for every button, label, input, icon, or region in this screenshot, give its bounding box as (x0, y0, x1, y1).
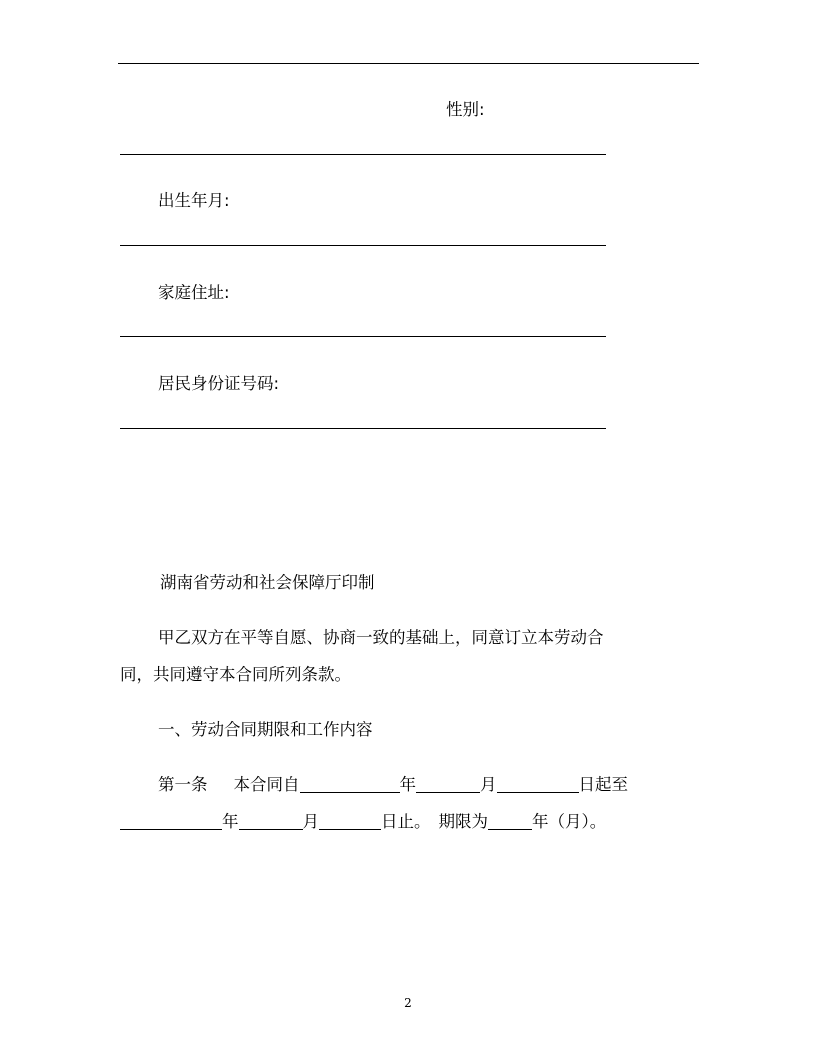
birth-field-line[interactable] (120, 245, 606, 246)
term-label: 期限为 (438, 812, 488, 831)
day-to-text: 日止。 (381, 812, 431, 831)
page-number: 2 (404, 996, 412, 1010)
publisher-line: 湖南省劳动和社会保障厅印制 (160, 573, 375, 592)
section-heading: 一、劳动合同期限和工作内容 (158, 720, 373, 739)
id-number-label: 居民身份证号码: (158, 374, 280, 393)
article-1-line-1 (158, 775, 628, 795)
start-day-blank[interactable] (497, 776, 579, 793)
birth-label: 出生年月: (158, 191, 230, 210)
gender-label: 性别: (446, 100, 485, 119)
end-year-blank[interactable] (120, 813, 222, 830)
year-char: 年 (222, 812, 239, 831)
preamble-line-1: 甲乙双方在平等自愿、协商一致的基础上，同意订立本劳动合 (158, 628, 604, 647)
year-char: 年 (399, 775, 416, 794)
month-char: 月 (302, 812, 319, 831)
preamble-line-2: 同，共同遵守本合同所列条款。 (120, 665, 351, 684)
end-day-blank[interactable] (319, 813, 381, 830)
header-rule (118, 63, 699, 64)
gender-field-line[interactable] (120, 154, 606, 155)
id-number-field-line[interactable] (120, 428, 606, 429)
address-label: 家庭住址: (158, 283, 230, 302)
article-1-line-2 (120, 812, 606, 832)
start-month-blank[interactable] (416, 776, 480, 793)
month-char: 月 (480, 775, 497, 794)
day-from-text: 日起至 (578, 775, 628, 794)
article-number: 第一条 (158, 775, 208, 794)
end-month-blank[interactable] (239, 813, 303, 830)
article-lead: 本合同自 (233, 775, 300, 794)
term-unit: 年（月）。 (532, 812, 607, 831)
term-blank[interactable] (488, 813, 532, 830)
address-field-line[interactable] (120, 336, 606, 337)
start-year-blank[interactable] (300, 776, 400, 793)
